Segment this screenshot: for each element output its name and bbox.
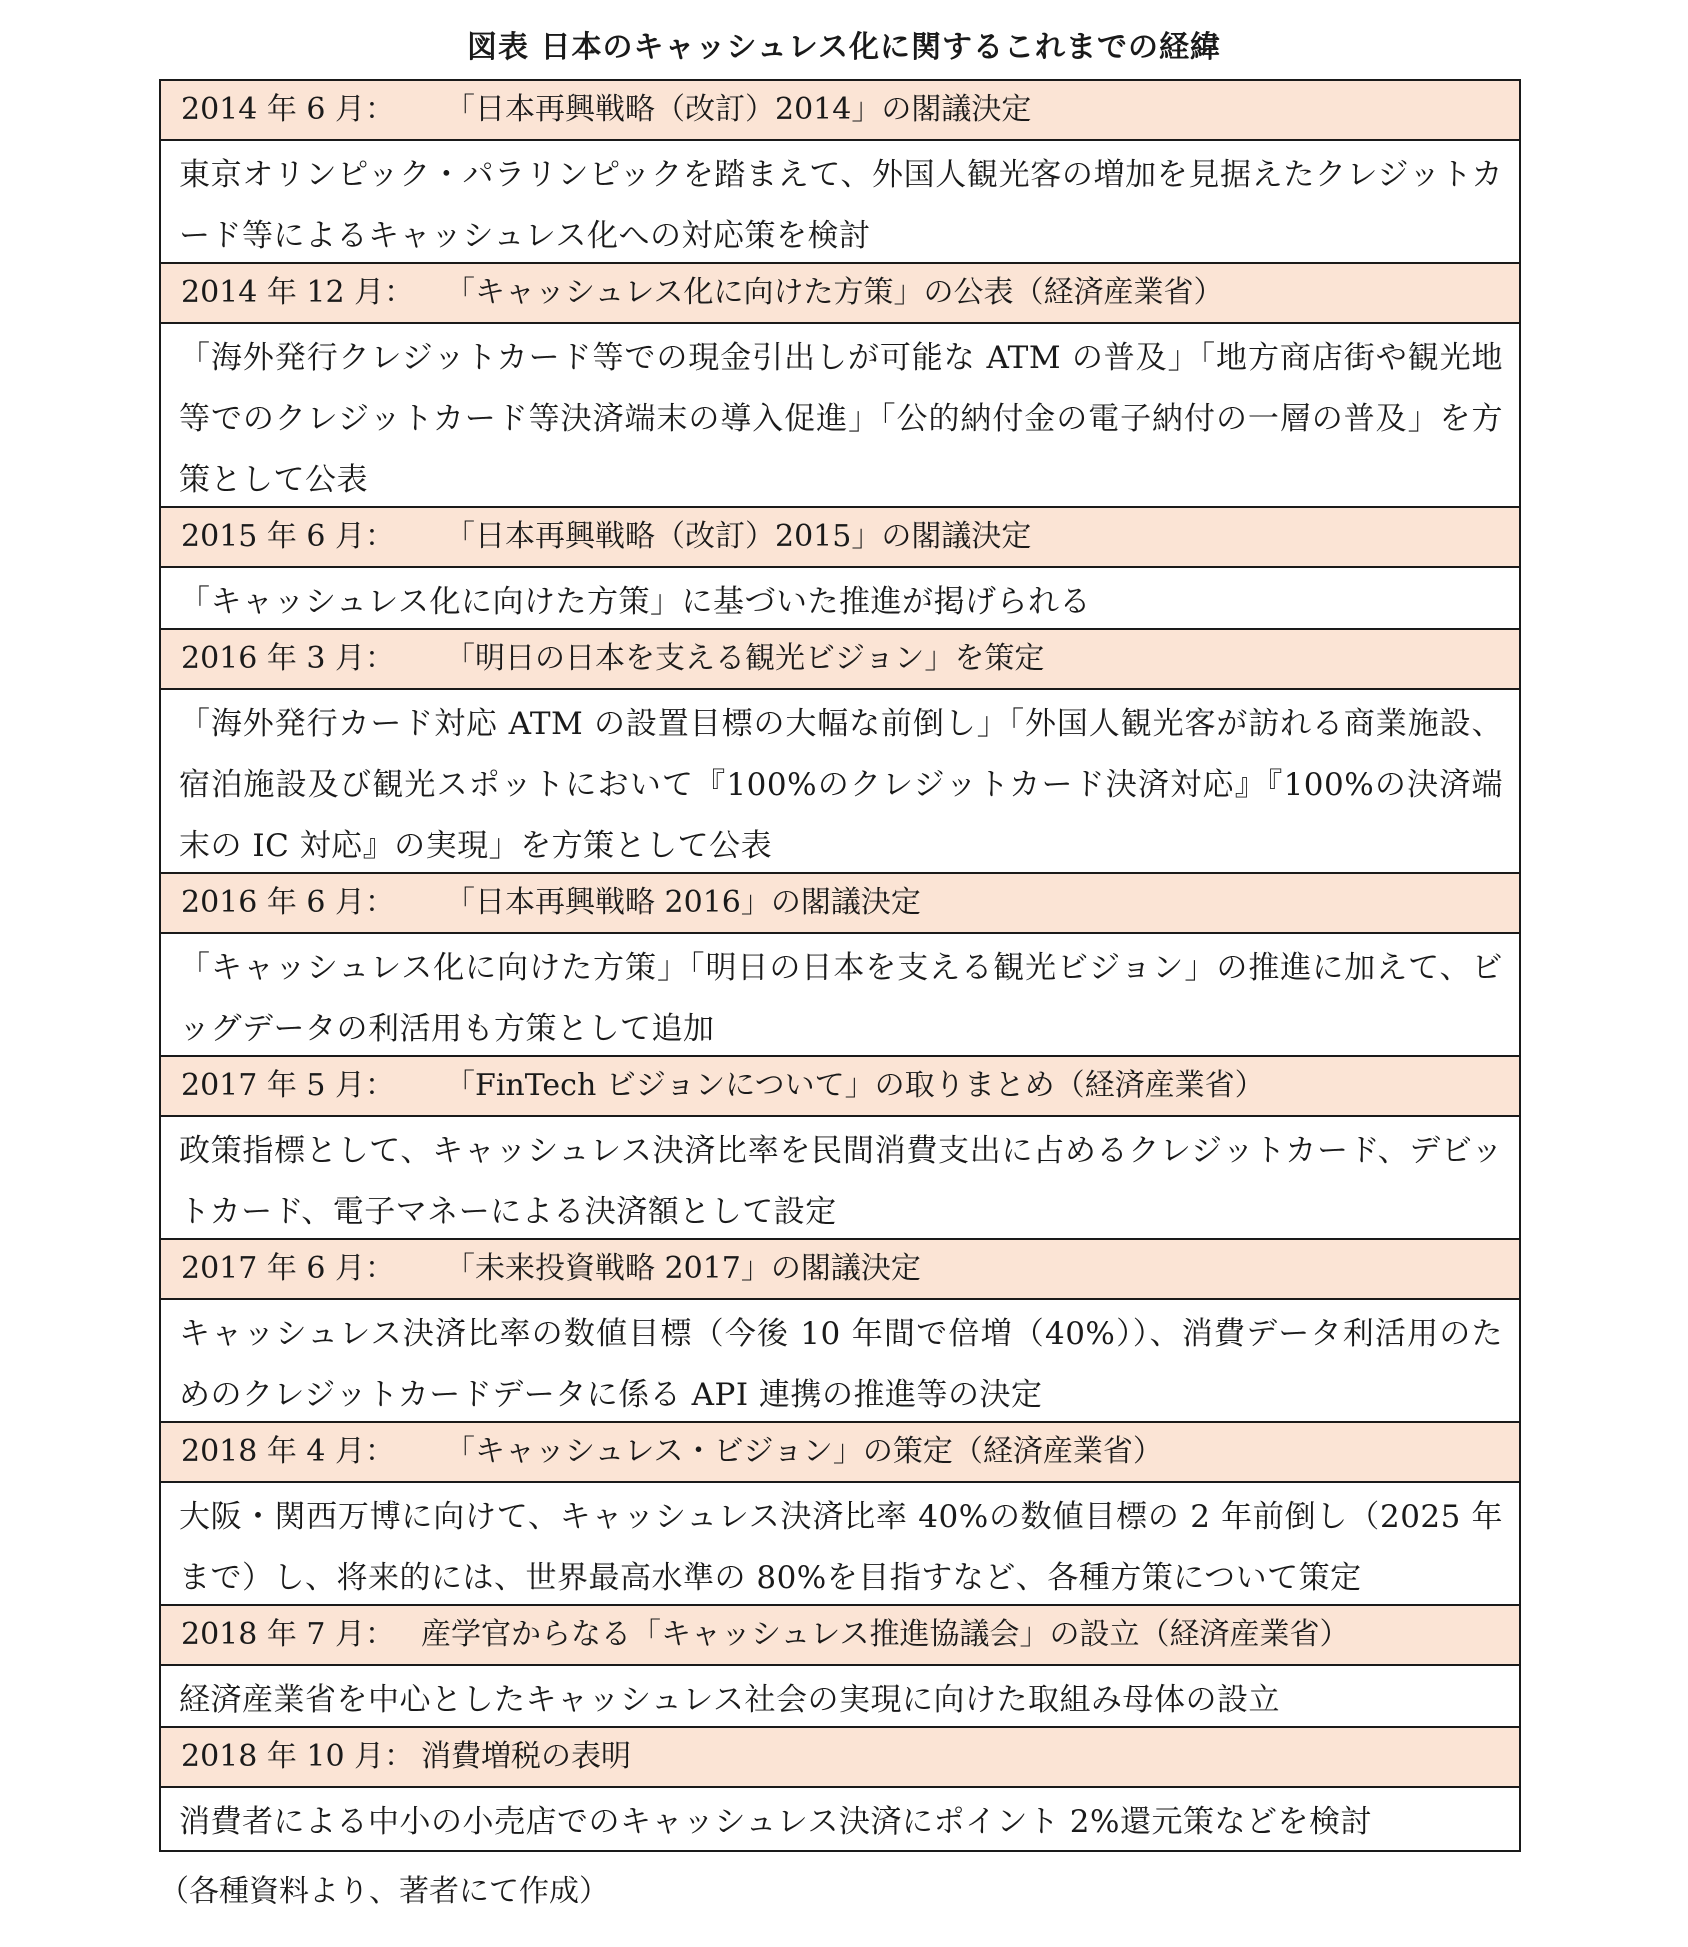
timeline-entry	[161, 630, 1519, 874]
entry-detail: 大阪・関西万博に向けて、キャッシュレス決済比率 40%の数値目標の 2 年前倒し（2025 年まで）し、将来的には、世界最高水準の 80%を目指すなど、各種方策について策定	[161, 1483, 1519, 1606]
entry-header	[161, 630, 1519, 690]
entry-header	[161, 1057, 1519, 1117]
entry-header	[161, 81, 1519, 141]
entry-event: 「キャッシュレス化に向けた方策」の公表（経済産業省）	[445, 275, 1224, 310]
entry-date: 2014 年 12 月：	[181, 275, 415, 310]
entry-detail: 「キャッシュレス化に向けた方策」「明日の日本を支える観光ビジョン」の推進に加えて、ビッグデータの利活用も方策として追加	[161, 934, 1519, 1057]
entry-event: 「日本再興戦略（改訂）2015」の閣議決定	[445, 519, 1032, 554]
entry-header	[161, 1728, 1519, 1788]
entry-event: 「明日の日本を支える観光ビジョン」を策定	[445, 641, 1045, 676]
entry-detail: 政策指標として、キャッシュレス決済比率を民間消費支出に占めるクレジットカード、デビットカード、電子マネーによる決済額として設定	[161, 1117, 1519, 1240]
entry-detail: 経済産業省を中心としたキャッシュレス社会の実現に向けた取組み母体の設立	[161, 1666, 1519, 1728]
timeline-entry	[161, 264, 1519, 508]
entry-event: 「日本再興戦略 2016」の閣議決定	[445, 885, 921, 920]
entry-header	[161, 874, 1519, 934]
entry-event: 消費増税の表明	[421, 1739, 631, 1774]
entry-detail: 東京オリンピック・パラリンピックを踏まえて、外国人観光客の増加を見据えたクレジットカード等によるキャッシュレス化への対応策を検討	[161, 141, 1519, 264]
entry-date: 2018 年 4 月：	[181, 1434, 396, 1469]
entry-detail: 消費者による中小の小売店でのキャッシュレス決済にポイント 2%還元策などを検討	[179, 1804, 1372, 1840]
entry-event: 「FinTech ビジョンについて」の取りまとめ（経済産業省）	[445, 1068, 1265, 1103]
entry-header	[161, 1240, 1519, 1300]
entry-header	[161, 508, 1519, 568]
entry-date: 2017 年 6 月：	[181, 1251, 396, 1286]
entry-date: 2016 年 6 月：	[181, 885, 396, 920]
entry-detail: 「キャッシュレス化に向けた方策」に基づいた推進が掲げられる	[161, 568, 1519, 630]
figure-title: 図表 日本のキャッシュレス化に関するこれまでの経緯	[467, 30, 1221, 65]
entry-header	[161, 1606, 1519, 1666]
timeline-entry	[161, 508, 1519, 630]
entry-header	[161, 264, 1519, 324]
entry-event: 産学官からなる「キャッシュレス推進協議会」の設立（経済産業省）	[421, 1617, 1350, 1652]
entry-date: 2016 年 3 月：	[181, 641, 396, 676]
timeline-entry	[161, 1606, 1519, 1728]
timeline-entry	[161, 874, 1519, 1057]
entry-date: 2015 年 6 月：	[181, 519, 396, 554]
entry-header	[161, 1423, 1519, 1483]
entry-detail: キャッシュレス決済比率の数値目標（今後 10 年間で倍増（40%））、消費データ利活用のためのクレジットカードデータに係る API 連携の推進等の決定	[161, 1300, 1519, 1423]
source-note: （各種資料より、著者にて作成）	[159, 1874, 609, 1909]
timeline-entry	[161, 1240, 1519, 1423]
entry-event: 「日本再興戦略（改訂）2014」の閣議決定	[445, 92, 1032, 127]
timeline-table	[159, 79, 1521, 1852]
entry-detail: 「海外発行クレジットカード等での現金引出しが可能な ATM の普及」「地方商店街や観光地等でのクレジットカード等決済端末の導入促進」「公的納付金の電子納付の一層の普及」を方策として公表	[161, 324, 1519, 508]
entry-detail: 「海外発行カード対応 ATM の設置目標の大幅な前倒し」「外国人観光客が訪れる商業施設、宿泊施設及び観光スポットにおいて『100%のクレジットカード決済対応』『100%の決済端末の IC 対応』の実現」を方策として公表	[161, 690, 1519, 874]
timeline-entry	[161, 81, 1519, 264]
entry-date: 2018 年 7 月：	[181, 1617, 396, 1652]
entry-event: 「キャッシュレス・ビジョン」の策定（経済産業省）	[445, 1434, 1163, 1469]
timeline-entry	[161, 1057, 1519, 1240]
entry-date: 2014 年 6 月：	[181, 92, 396, 127]
timeline-entry	[161, 1423, 1519, 1606]
entry-event: 「未来投資戦略 2017」の閣議決定	[445, 1251, 921, 1286]
entry-date: 2018 年 10 月：	[181, 1739, 415, 1774]
timeline-entry	[161, 1728, 1519, 1850]
entry-date: 2017 年 5 月：	[181, 1068, 396, 1103]
